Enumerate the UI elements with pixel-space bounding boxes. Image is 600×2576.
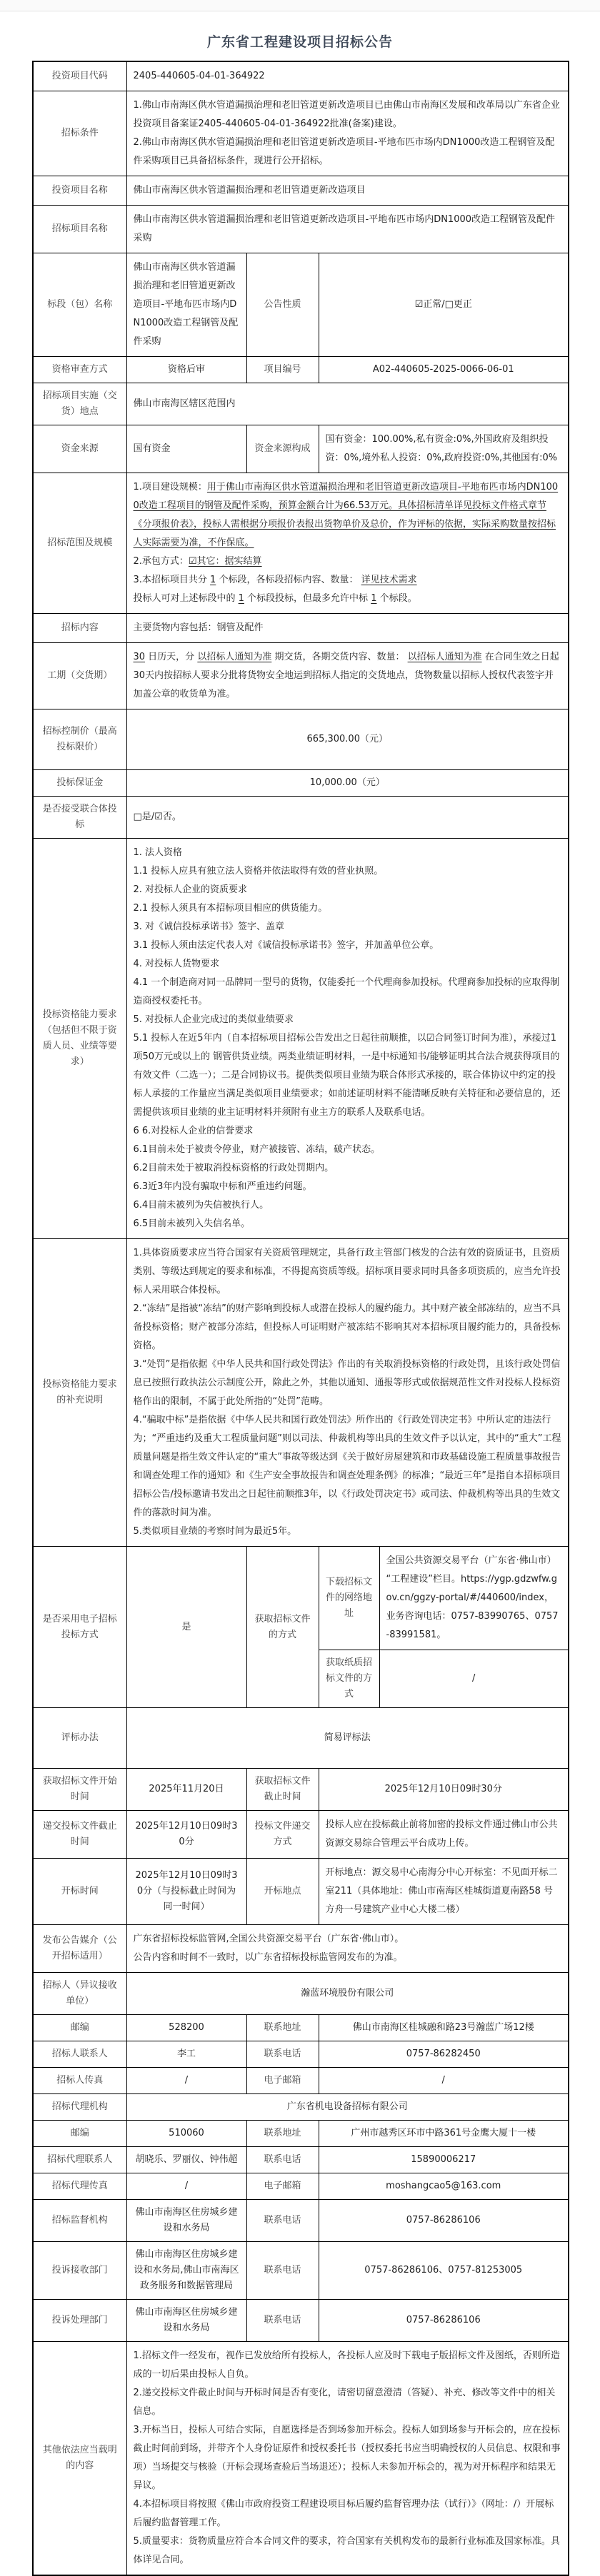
table-row	[33, 206, 569, 253]
opening-time-label: 开标时间	[33, 1859, 126, 1925]
table-row	[33, 2173, 569, 2200]
consortium-label: 是否接受联合体投标	[33, 797, 126, 839]
table-row	[33, 797, 569, 839]
table-row	[33, 1239, 569, 1547]
duration-label: 工期（交货期）	[33, 643, 126, 709]
qualification-review-label: 资格审查方式	[33, 357, 126, 383]
paper-doc-value: /	[379, 1650, 569, 1708]
notice-nature-value: ☑正常/□更正	[319, 253, 569, 357]
funding-composition-value: 国有资金：100.00%,私有资金:0%,外国政府及组织投资：0%,境外私人投资：0%,政府投资:0%,其他国有:0%	[319, 425, 569, 473]
page-title: 广东省工程建设项目招标公告	[206, 34, 393, 50]
tender-project-name-value: 佛山市南海区供水管道漏损治理和老旧管道更新改造项目-平地布匹市场内DN1000改造工程钢管及配件采购	[126, 206, 569, 253]
agency-contact-label: 招标代理联系人	[33, 2147, 126, 2173]
table-row	[33, 425, 569, 473]
investment-code-label: 投资项目代码	[33, 61, 126, 91]
agency-address-label: 联系地址	[246, 2121, 319, 2147]
table-row	[33, 2242, 569, 2300]
scope-label: 招标范围及规模	[33, 473, 126, 614]
e-bidding-label: 是否采用电子招标投标方式	[33, 1547, 126, 1708]
tender-conditions-value: 1.佛山市南海区供水管道漏损治理和老旧管道更新改造项目已由佛山市南海区发展和改革局以广东省企业投资项目备案证2405-440605-04-01-364922批准(备案)建设。 2.佛山市南海区供水管道漏损治理和老旧管道更新改造项目-平地布匹市场内DN1000改造工程钢管及配件采购项目已具备招标条件，现进行公开招标。	[126, 91, 569, 176]
tenderer-address-label: 联系地址	[246, 2015, 319, 2041]
supervision-tel-value: 0757-86286106	[319, 2200, 569, 2242]
table-row	[33, 176, 569, 206]
announce-media-label: 发布公告媒介（公开招标适用）	[33, 1925, 126, 1973]
tender-content-label: 招标内容	[33, 614, 126, 643]
submit-method-value: 投标人应在投标截止前将加密的投标文件通过佛山市公共资源交易综合管理云平台成功上传。	[319, 1811, 569, 1859]
section-name-value: 佛山市南海区供水管道漏损治理和老旧管道更新改造项目-平地布匹市场内DN1000改造工程钢管及配件采购	[126, 253, 246, 357]
complaint-handle-value: 佛山市南海区住房城乡建设和水务局	[126, 2300, 246, 2342]
table-row	[33, 709, 569, 770]
agency-label: 招标代理机构	[33, 2094, 126, 2121]
table-row	[33, 253, 569, 357]
table-row	[33, 2121, 569, 2147]
investment-name-value: 佛山市南海区供水管道漏损治理和老旧管道更新改造项目	[126, 176, 569, 206]
control-price-value: 665,300.00（元）	[126, 709, 569, 770]
table-row	[33, 1973, 569, 2015]
tender-content-value: 主要货物内容包括：钢管及配件	[126, 614, 569, 643]
duration-value: 30 日历天，分 以招标人通知为准 期交货，各期交货内容、数量： 以招标人通知为准 在合同生效之日起30天内按招标人要求分批将货物安全地运到招标人指定的交货地点，货物数量以招标人授权代表签字并加盖公章的收货单为准。	[126, 643, 569, 709]
tender-project-name-label: 招标项目名称	[33, 206, 126, 253]
qualification-review-value: 资格后审	[126, 357, 246, 383]
agency-fax-value: /	[126, 2173, 246, 2200]
table-row	[33, 61, 569, 91]
project-no-value: A02-440605-2025-0066-06-01	[319, 357, 569, 383]
tenderer-email-label: 电子邮箱	[246, 2068, 319, 2094]
qualification-notes-label: 投标资格能力要求的补充说明	[33, 1239, 126, 1547]
agency-fax-label: 招标代理传真	[33, 2173, 126, 2200]
doc-end-time-label: 获取招标文件截止时间	[246, 1769, 319, 1811]
agency-value: 广东省机电设备招标有限公司	[126, 2094, 569, 2121]
agency-contact-value: 胡晓乐、罗丽仪、钟伟超	[126, 2147, 246, 2173]
tenderer-postcode-value: 528200	[126, 2015, 246, 2041]
agency-email-value: moshangcao5@163.com	[319, 2173, 569, 2200]
tenderer-tel-value: 0757-86282450	[319, 2041, 569, 2068]
table-row	[33, 2342, 569, 2576]
table-row	[33, 643, 569, 709]
download-url-value: 全国公共资源交易平台（广东省·佛山市）“工程建设”栏目。https://ygp.gdzwfw.gov.cn/ggzy-portal/#/440600/index，业务咨询电话：0757-83990765、0757-83991581。	[379, 1547, 569, 1650]
delivery-place-value: 佛山市南海区辖区范围内	[126, 383, 569, 425]
table-row	[33, 2300, 569, 2342]
table-row	[33, 839, 569, 1239]
complaint-handle-tel-value: 0757-86286106	[319, 2300, 569, 2342]
table-row	[33, 2068, 569, 2094]
scope-value: 1.项目建设规模：用于佛山市南海区供水管道漏损治理和老旧管道更新改造项目-平地布匹市场内DN1000改造工程项目的钢管及配件采购，预算金额合计为66.53万元。具体招标清单详见投标文件格式章节《分项报价表》，投标人需根据分项报价表报出货物单价及总价，作为评标的依据，实际采购数量按招标人实际需要为准，不作保底。 2.承包方式：☑其它：据实结算 3.本招标项目共分 1 个标段，各标段招标内容、数量： 详见技术需求 投标人可对上述标段中的 1 个标段投标，但最多允许中标 1 个标段。	[126, 473, 569, 614]
funding-label: 资金来源	[33, 425, 126, 473]
table-row	[33, 1859, 569, 1925]
project-no-label: 项目编号	[246, 357, 319, 383]
tender-announcement-table	[32, 61, 569, 2576]
doc-start-time-value: 2025年11月20日	[126, 1769, 246, 1811]
doc-obtain-method-label: 获取招标文件的方式	[246, 1547, 319, 1708]
doc-start-time-label: 获取招标文件开始时间	[33, 1769, 126, 1811]
tenderer-fax-label: 招标人传真	[33, 2068, 126, 2094]
table-row	[33, 473, 569, 614]
agency-postcode-label: 邮编	[33, 2121, 126, 2147]
table-row	[33, 2094, 569, 2121]
table-row	[33, 357, 569, 383]
tender-conditions-label: 招标条件	[33, 91, 126, 176]
evaluation-method-value: 简易评标法	[126, 1708, 569, 1769]
paper-doc-label: 获取纸质招标文件的方式	[319, 1650, 379, 1708]
complaint-recv-label: 投诉接收部门	[33, 2242, 126, 2300]
other-content-label: 其他依法应当载明的内容	[33, 2342, 126, 2576]
agency-postcode-value: 510060	[126, 2121, 246, 2147]
agency-email-label: 电子邮箱	[246, 2173, 319, 2200]
submit-deadline-value: 2025年12月10日09时30分	[126, 1811, 246, 1859]
table-row	[33, 1708, 569, 1769]
announce-media-value: 广东省招标投标监管网,全国公共资源交易平台（广东省·佛山市）。 公告内容和时间不一致时，以广东省招标投标监管网发布的为准。	[126, 1925, 569, 1973]
investment-name-label: 投资项目名称	[33, 176, 126, 206]
tenderer-contact-value: 李工	[126, 2041, 246, 2068]
delivery-place-label: 招标项目实施（交货）地点	[33, 383, 126, 425]
table-row	[33, 2147, 569, 2173]
complaint-handle-label: 投诉处理部门	[33, 2300, 126, 2342]
opening-place-value: 开标地点：源交易中心南海分中心开标室：不见面开标二室211（具体地址：佛山市南海区桂城街道夏南路58 号方舟一号建筑产业中心大楼二楼）	[319, 1859, 569, 1925]
supervision-value: 佛山市南海区住房城乡建设和水务局	[126, 2200, 246, 2242]
section-name-label: 标段（包）名称	[33, 253, 126, 357]
table-row	[33, 1925, 569, 1973]
complaint-recv-tel-label: 联系电话	[246, 2242, 319, 2300]
table-row	[33, 770, 569, 797]
table-row	[33, 1769, 569, 1811]
tenderer-email-value: /	[319, 2068, 569, 2094]
tenderer-contact-label: 招标人联系人	[33, 2041, 126, 2068]
complaint-recv-tel-value: 0757-86286106、0757-81253005	[319, 2242, 569, 2300]
submit-method-label: 投标文件递交方式	[246, 1811, 319, 1859]
bid-bond-label: 投标保证金	[33, 770, 126, 797]
agency-tel-value: 15890006217	[319, 2147, 569, 2173]
tenderer-postcode-label: 邮编	[33, 2015, 126, 2041]
top-divider	[0, 0, 600, 11]
tenderer-label: 招标人（异议接收单位）	[33, 1973, 126, 2015]
table-row	[33, 91, 569, 176]
bid-bond-value: 10,000.00（元）	[126, 770, 569, 797]
investment-code-value: 2405-440605-04-01-364922	[126, 61, 569, 91]
complaint-recv-value: 佛山市南海区住房城乡建设和水务局,佛山市南海区政务服务和数据管理局	[126, 2242, 246, 2300]
complaint-handle-tel-label: 联系电话	[246, 2300, 319, 2342]
funding-value: 国有资金	[126, 425, 246, 473]
qualification-req-label: 投标资格能力要求（包括但不限于资质人员、业绩等要求）	[33, 839, 126, 1239]
tenderer-tel-label: 联系电话	[246, 2041, 319, 2068]
table-row	[33, 2015, 569, 2041]
doc-end-time-value: 2025年12月10日09时30分	[319, 1769, 569, 1811]
table-row	[33, 1811, 569, 1859]
supervision-tel-label: 联系电话	[246, 2200, 319, 2242]
opening-place-label: 开标地点	[246, 1859, 319, 1925]
agency-tel-label: 联系电话	[246, 2147, 319, 2173]
supervision-label: 招标监督机构	[33, 2200, 126, 2242]
control-price-label: 招标控制价（最高投标限价）	[33, 709, 126, 770]
evaluation-method-label: 评标办法	[33, 1708, 126, 1769]
tenderer-address-value: 佛山市南海区桂城融和路23号瀚蓝广场12楼	[319, 2015, 569, 2041]
table-row	[33, 1547, 569, 1650]
other-content-value: 1.招标文件一经发布，视作已发放给所有投标人，各投标人应及时下载电子版招标文件及图纸，否则所造成的一切后果由投标人自负。 2.递交投标文件截止时间与开标时间是否有变化，请密切留意澄清（答疑）、补充、修改等文件中的相关信息。 3.开标当日，投标人可结合实际，自愿选择是否到场参加开标会。投标人如到场参与开标会的，应在投标截止时间前到场，并带齐个人身份证原件和授权委托书（授权委托书应当明确授权的人员信息、权限和事项）当场提交与核验（开标会现场查验后当场退还）；投标人未参加开标会的，视为对开标程序和结果无异议。 4.本招标项目将按照《佛山市政府投资工程建设项目标后履约监督管理办法（试行）》（网址：/）开展标后履约监督管理工作。 5.质量要求：货物质量应符合本合同文件的要求，符合国家有关机构发布的最新行业标准及国家标准。具体详见合同。	[126, 2342, 569, 2576]
tenderer-fax-value: /	[126, 2068, 246, 2094]
download-url-label: 下载招标文件的网络地址	[319, 1547, 379, 1650]
tenderer-value: 瀚蓝环境股份有限公司	[126, 1973, 569, 2015]
opening-time-value: 2025年12月10日09时30分（与投标截止时间为同一时间）	[126, 1859, 246, 1925]
consortium-value: □是/☑否。	[126, 797, 569, 839]
table-row	[33, 614, 569, 643]
table-row	[33, 383, 569, 425]
agency-address-value: 广州市越秀区环市中路361号金鹰大厦十一楼	[319, 2121, 569, 2147]
table-row	[33, 2041, 569, 2068]
e-bidding-value: 是	[126, 1547, 246, 1708]
table-row	[33, 2200, 569, 2242]
submit-deadline-label: 递交投标文件截止时间	[33, 1811, 126, 1859]
funding-composition-label: 资金来源构成	[246, 425, 319, 473]
qualification-req-value: 1. 法人资格 1.1 投标人应具有独立法人资格并依法取得有效的营业执照。 2. 对投标人企业的资质要求 2.1 投标人须具有本招标项目相应的供货能力。 3. 对《诚信投标承诺书》签字、盖章 3.1 投标人须由法定代表人对《诚信投标承诺书》签字，并加盖单位公章。 4. 对投标人货物要求 4.1 一个制造商对同一品牌同一型号的货物，仅能委托一个代理商参加投标。代理商参加投标的应取得制造商授权委托书。 5. 对投标人企业完成过的类似业绩要求 5.1 投标人在近5年内（自本招标项目招标公告发出之日起往前顺推，以☑合同签订时间为准），承接过1项50万元或以上的 钢管供货业绩。两类业绩证明材料，一是中标通知书/能够证明其合法合规获得项目的有效文件（二选一）；二是合同协议书。提供类似项目业绩为联合体形式承接的，联合体协议中约定的投标人承接的工作量应当满足类似项目业绩要求；如前述证明材料不能清晰反映有关特征和必要信息的，还需提供该项目业绩的业主证明材料并须附有业主方的联系人及联系电话。 6 6.对投标人企业的信誉要求 6.1目前未处于被责令停业，财产被接管、冻结，破产状态。 6.2目前未处于被取消投标资格的行政处罚期内。 6.3近3年内没有骗取中标和严重违约问题。 6.4目前未被列为失信被执行人。 6.5目前未被列入失信名单。	[126, 839, 569, 1239]
qualification-notes-value: 1.具体资质要求应当符合国家有关资质管理规定，具备行政主管部门核发的合法有效的资质证书，且资质类别、等级达到规定的要求和标准，不得提高资质等级。招标项目要求同时具备多项资质的，应当允许投标人采用联合体投标。 2.“冻结”是指被“冻结”的财产影响到投标人或潜在投标人的履约能力。其中财产被全部冻结的，应当不具备投标资格；财产被部分冻结，但投标人可证明财产被冻结不影响其对本招标项目履约能力的，具备投标资格。 3.“处罚”是指依据《中华人民共和国行政处罚法》作出的有关取消投标资格的行政处罚，且该行政处罚信息已按照行政执法公示制度公开，除此之外，其他以通知、通报等形式或依据规范性文件对投标人投标资格作出的限制，不属于此处所指的“处罚”范畴。 4.“骗取中标”是指依据《中华人民共和国行政处罚法》所作出的《行政处罚决定书》中所认定的违法行为；“严重违约及重大工程质量问题”则以司法、仲裁机构等出具的生效文件予以认定，其中的“重大”工程质量问题是指生效文件认定的“重大”事故等级达到《关于做好房屋建筑和市政基础设施工程质量事故报告和调查处理工作的通知》和《生产安全事故报告和调查处理条例》的标准；“最近三年”是指自本招标项目招标公告/投标邀请书发出之日起往前顺推3年，以《行政处罚决定书》或司法、仲裁机构等出具的生效文件的落款时间为准。 5.类似项目业绩的考察时间为最近5年。	[126, 1239, 569, 1547]
notice-nature-label: 公告性质	[246, 253, 319, 357]
